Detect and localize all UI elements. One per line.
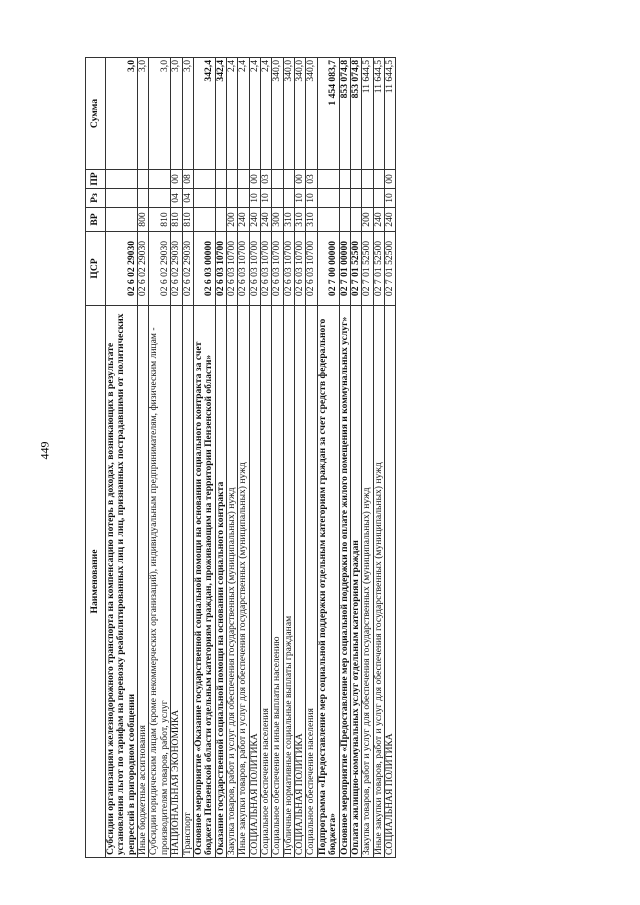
cell-csr: 02 6 03 10700 <box>238 232 249 306</box>
cell-vr: 810 <box>171 208 182 232</box>
cell-vr <box>339 208 350 232</box>
cell-sum: 853 074,8 <box>339 58 350 170</box>
cell-pr <box>215 170 226 189</box>
cell-sum: 340,0 <box>295 58 306 170</box>
cell-name: Иные закупки товаров, работ и услуг для обеспечения государственных (муниципальных) нужд <box>238 306 249 858</box>
cell-csr: 02 6 03 00000 <box>193 232 215 306</box>
cell-pr <box>238 170 249 189</box>
table-row <box>238 58 249 858</box>
cell-sum: 342,4 <box>193 58 215 170</box>
cell-rz: 10 <box>306 189 317 208</box>
cell-name: Публичные нормативные социальные выплаты гражданам <box>283 306 294 858</box>
cell-pr: 00 <box>384 170 395 189</box>
cell-pr <box>138 170 149 189</box>
cell-vr: 310 <box>283 208 294 232</box>
cell-rz <box>193 189 215 208</box>
header-name: Наименование <box>86 306 106 858</box>
cell-csr: 02 6 03 10700 <box>272 232 283 306</box>
cell-sum: 1 454 083,7 <box>317 58 339 170</box>
cell-vr: 200 <box>362 208 373 232</box>
table-row <box>138 58 149 858</box>
cell-name: Основное мероприятие «Предоставление мер социальной поддержки по оплате жилого помещения и коммунальных услуг» <box>339 306 350 858</box>
cell-rz <box>317 189 339 208</box>
cell-vr <box>317 208 339 232</box>
cell-vr <box>106 208 138 232</box>
cell-sum: 2,4 <box>226 58 237 170</box>
cell-csr: 02 6 03 10700 <box>306 232 317 306</box>
cell-vr: 240 <box>384 208 395 232</box>
cell-pr: 00 <box>249 170 260 189</box>
cell-rz: 10 <box>384 189 395 208</box>
cell-vr: 240 <box>238 208 249 232</box>
cell-name: СОЦИАЛЬНАЯ ПОЛИТИКА <box>384 306 395 858</box>
cell-csr: 02 6 02 29030 <box>182 232 193 306</box>
cell-rz: 04 <box>182 189 193 208</box>
cell-csr: 02 6 02 29030 <box>149 232 171 306</box>
table-row <box>384 58 395 858</box>
cell-pr <box>226 170 237 189</box>
cell-sum: 2,4 <box>238 58 249 170</box>
cell-vr: 200 <box>226 208 237 232</box>
table-row <box>106 58 138 858</box>
cell-csr: 02 7 00 00000 <box>317 232 339 306</box>
table-body <box>106 58 396 858</box>
cell-pr <box>283 170 294 189</box>
table-row <box>226 58 237 858</box>
cell-sum: 3,0 <box>149 58 171 170</box>
cell-rz <box>350 189 361 208</box>
cell-rz <box>238 189 249 208</box>
header-sum: Сумма <box>86 58 106 170</box>
cell-rz <box>362 189 373 208</box>
cell-name: Субсидии организациям железнодорожного транспорта на компенсацию потерь в доходах, возникающих в результате установления льгот по тарифам на перевозку реабилитированных лиц и лиц, признанных пострадавшими от политических репрессий в пригородном сообщении <box>106 306 138 858</box>
cell-rz <box>215 189 226 208</box>
cell-name: Закупка товаров, работ и услуг для обеспечения государственных (муниципальных) нужд <box>362 306 373 858</box>
cell-name: Оплата жилищно-коммунальных услуг отдельным категориям граждан <box>350 306 361 858</box>
header-pr: ПР <box>86 170 106 189</box>
cell-name: Подпрограмма «Предоставление мер социальной поддержки отдельным категориям граждан за счет средств федерального бюджета» <box>317 306 339 858</box>
cell-csr: 02 6 03 10700 <box>283 232 294 306</box>
cell-rz <box>272 189 283 208</box>
cell-sum: 2,4 <box>261 58 272 170</box>
table-row <box>249 58 260 858</box>
rotated-document <box>85 58 396 858</box>
table-header-row <box>86 58 106 858</box>
cell-sum: 340,0 <box>306 58 317 170</box>
cell-csr: 02 7 01 52500 <box>384 232 395 306</box>
cell-name: НАЦИОНАЛЬНАЯ ЭКОНОМИКА <box>171 306 182 858</box>
table-row <box>339 58 350 858</box>
budget-table <box>85 57 396 858</box>
table-row <box>317 58 339 858</box>
cell-csr: 02 6 03 10700 <box>249 232 260 306</box>
cell-name: Социальное обеспечение населения <box>306 306 317 858</box>
cell-pr <box>272 170 283 189</box>
cell-csr: 02 7 01 52500 <box>362 232 373 306</box>
cell-csr: 02 6 02 29030 <box>138 232 149 306</box>
cell-sum: 11 644,5 <box>373 58 384 170</box>
cell-pr <box>149 170 171 189</box>
cell-pr: 03 <box>306 170 317 189</box>
table-row <box>193 58 215 858</box>
cell-name: Субсидии юридическим лицам (кроме некоммерческих организаций), индивидуальным предпринимателям, физическим лицам - производителям товаров, работ, услуг <box>149 306 171 858</box>
cell-pr: 00 <box>295 170 306 189</box>
cell-vr: 800 <box>138 208 149 232</box>
cell-vr: 300 <box>272 208 283 232</box>
table-row <box>362 58 373 858</box>
cell-vr: 810 <box>182 208 193 232</box>
cell-name: Социальное обеспечение населения <box>261 306 272 858</box>
cell-rz <box>373 189 384 208</box>
cell-vr: 310 <box>295 208 306 232</box>
cell-vr: 240 <box>373 208 384 232</box>
cell-name: Иные бюджетные ассигнования <box>138 306 149 858</box>
cell-pr <box>193 170 215 189</box>
cell-sum: 11 644,5 <box>384 58 395 170</box>
cell-pr <box>373 170 384 189</box>
cell-pr: 03 <box>261 170 272 189</box>
cell-csr: 02 7 01 52500 <box>373 232 384 306</box>
cell-name: Оказание государственной социальной помощи на основании социального контракта <box>215 306 226 858</box>
table-row <box>149 58 171 858</box>
table-row <box>272 58 283 858</box>
cell-rz: 10 <box>261 189 272 208</box>
cell-sum: 3,0 <box>171 58 182 170</box>
table-row <box>215 58 226 858</box>
cell-sum: 853 074,8 <box>350 58 361 170</box>
cell-csr: 02 6 03 10700 <box>215 232 226 306</box>
cell-rz <box>226 189 237 208</box>
cell-vr <box>215 208 226 232</box>
cell-vr: 310 <box>306 208 317 232</box>
cell-csr: 02 6 03 10700 <box>295 232 306 306</box>
cell-rz <box>138 189 149 208</box>
table-row <box>350 58 361 858</box>
page-number: 449 <box>37 441 52 460</box>
cell-vr: 240 <box>249 208 260 232</box>
table-row <box>373 58 384 858</box>
cell-csr: 02 7 01 00000 <box>339 232 350 306</box>
cell-csr: 02 6 02 29030 <box>171 232 182 306</box>
header-vr: ВР <box>86 208 106 232</box>
cell-sum: 3,0 <box>106 58 138 170</box>
cell-vr: 240 <box>261 208 272 232</box>
cell-name: Закупка товаров, работ и услуг для обеспечения государственных (муниципальных) нужд <box>226 306 237 858</box>
cell-pr: 00 <box>171 170 182 189</box>
cell-name: Основное мероприятие «Оказание государственной социальной помощи на основании социального контракта за счет бюджета Пензенской области отдельным категориям граждан, проживающим на территории Пензенской области» <box>193 306 215 858</box>
cell-sum: 11 644,5 <box>362 58 373 170</box>
cell-pr <box>106 170 138 189</box>
cell-vr <box>193 208 215 232</box>
cell-rz: 04 <box>171 189 182 208</box>
cell-rz: 10 <box>295 189 306 208</box>
cell-rz <box>339 189 350 208</box>
table-row <box>182 58 193 858</box>
cell-csr: 02 6 02 29030 <box>106 232 138 306</box>
cell-vr: 810 <box>149 208 171 232</box>
cell-sum: 340,0 <box>272 58 283 170</box>
cell-pr: 08 <box>182 170 193 189</box>
header-rz: Рз <box>86 189 106 208</box>
cell-csr: 02 7 01 52500 <box>350 232 361 306</box>
cell-rz <box>149 189 171 208</box>
cell-vr <box>350 208 361 232</box>
cell-pr <box>362 170 373 189</box>
cell-name: Транспорт <box>182 306 193 858</box>
cell-rz <box>283 189 294 208</box>
cell-sum: 2,4 <box>249 58 260 170</box>
cell-name: СОЦИАЛЬНАЯ ПОЛИТИКА <box>249 306 260 858</box>
table-row <box>283 58 294 858</box>
table-row <box>295 58 306 858</box>
cell-sum: 3,0 <box>138 58 149 170</box>
cell-csr: 02 6 03 10700 <box>226 232 237 306</box>
cell-csr: 02 6 03 10700 <box>261 232 272 306</box>
cell-sum: 342,4 <box>215 58 226 170</box>
cell-sum: 3,0 <box>182 58 193 170</box>
cell-pr <box>339 170 350 189</box>
header-csr: ЦСР <box>86 232 106 306</box>
cell-pr <box>350 170 361 189</box>
cell-name: СОЦИАЛЬНАЯ ПОЛИТИКА <box>295 306 306 858</box>
table-row <box>171 58 182 858</box>
table-row <box>306 58 317 858</box>
table-row <box>261 58 272 858</box>
cell-sum: 340,0 <box>283 58 294 170</box>
cell-rz: 10 <box>249 189 260 208</box>
cell-pr <box>317 170 339 189</box>
cell-name: Иные закупки товаров, работ и услуг для обеспечения государственных (муниципальных) нужд <box>373 306 384 858</box>
cell-rz <box>106 189 138 208</box>
cell-name: Социальное обеспечение и иные выплаты населению <box>272 306 283 858</box>
